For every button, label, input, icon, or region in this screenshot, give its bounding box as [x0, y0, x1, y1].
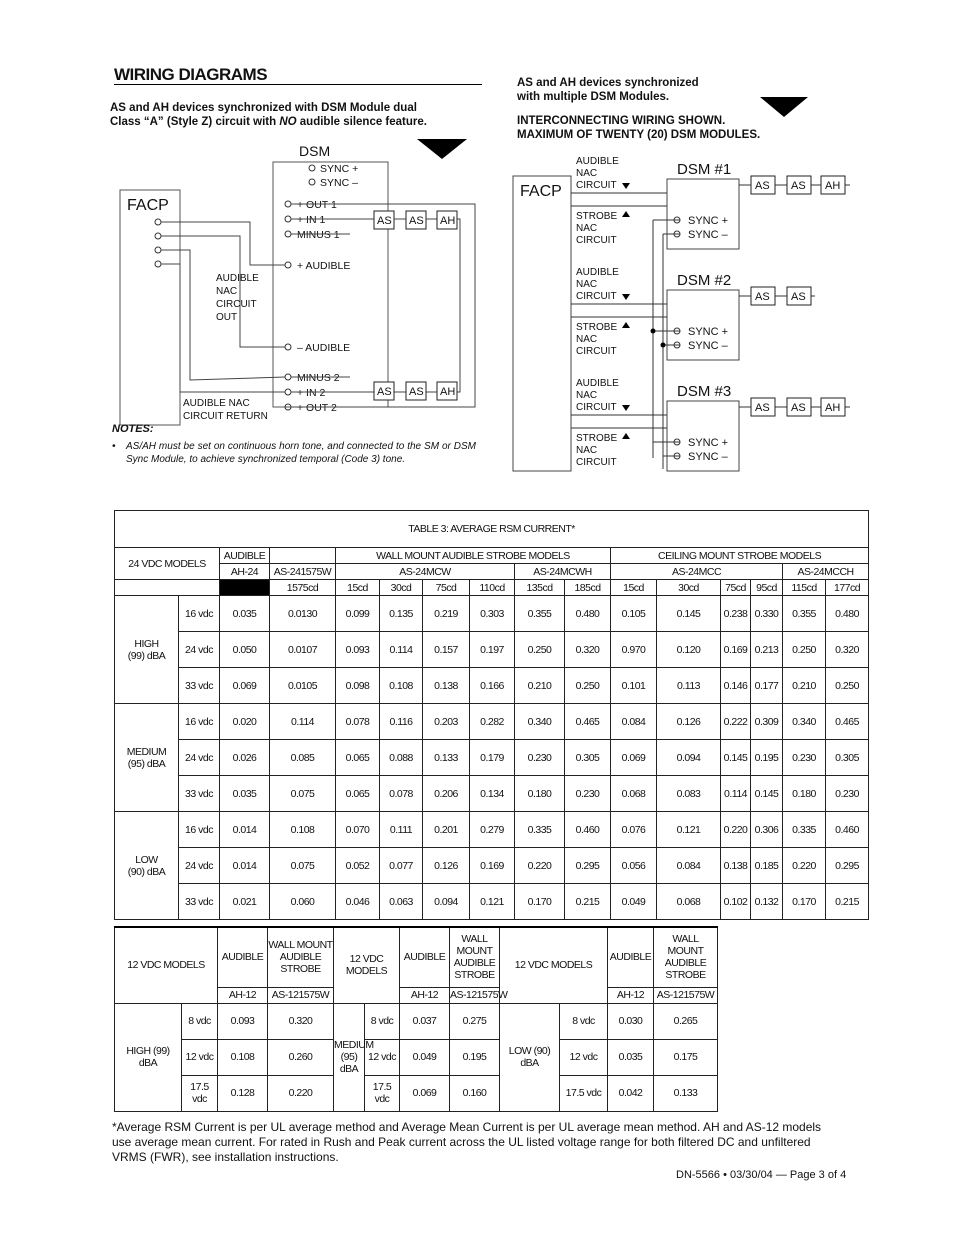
current-cell: 0.049 [611, 884, 657, 920]
current-cell: 0.230 [515, 740, 565, 776]
current-cell: 0.460 [826, 812, 869, 848]
db-level-label: HIGH (99) dBA [115, 1003, 182, 1111]
current-cell: 0.088 [380, 740, 423, 776]
current-cell: 0.170 [515, 884, 565, 920]
voltage-cell: 24 vdc [179, 848, 220, 884]
current-cell: 0.021 [220, 884, 270, 920]
right-caption-line2: with multiple DSM Modules. [517, 91, 670, 103]
current-cell: 0.065 [336, 740, 380, 776]
current-cell: 0.177 [751, 668, 783, 704]
current-cell: 0.063 [380, 884, 423, 920]
table-row [115, 740, 869, 776]
voltage-cell: 17.5 vdc [182, 1075, 218, 1111]
terminal-out2: + OUT 2 [297, 402, 337, 414]
current-cell: 0.111 [380, 812, 423, 848]
current-cell: 0.126 [657, 704, 721, 740]
svg-text:NAC: NAC [576, 445, 598, 456]
current-cell: 0.108 [270, 812, 336, 848]
direction-arrow-icon [417, 139, 467, 159]
current-cell: 0.145 [657, 596, 721, 632]
current-cell: 0.320 [826, 632, 869, 668]
current-cell: 0.169 [470, 848, 515, 884]
current-cell: 0.094 [657, 740, 721, 776]
current-cell: 0.250 [826, 668, 869, 704]
current-cell: 0.035 [220, 776, 270, 812]
facp-label: FACP [520, 183, 562, 200]
current-cell: 0.099 [336, 596, 380, 632]
current-cell: 0.166 [470, 668, 515, 704]
current-cell: 0.084 [657, 848, 721, 884]
left-caption-line2: Class “A” (Style Z) circuit with NO audible silence feature. [110, 116, 427, 128]
current-cell: 0.113 [657, 668, 721, 704]
current-cell: 0.306 [751, 812, 783, 848]
current-cell: 0.335 [515, 812, 565, 848]
voltage-cell: 12 vdc [182, 1039, 218, 1075]
table-row [115, 1003, 718, 1039]
current-cell: 0.145 [721, 740, 751, 776]
current-cell: 0.179 [470, 740, 515, 776]
svg-text:SYNC –: SYNC – [688, 340, 728, 352]
svg-text:SYNC +: SYNC + [688, 326, 729, 338]
svg-text:CIRCUIT: CIRCUIT [216, 299, 257, 310]
current-cell: 0.065 [336, 776, 380, 812]
current-cell: 0.078 [336, 704, 380, 740]
current-cell: 0.014 [220, 812, 270, 848]
facp-box [513, 176, 571, 471]
current-cell: 0.075 [270, 848, 336, 884]
current-cell: 0.230 [783, 740, 826, 776]
svg-text:AUDIBLE: AUDIBLE [216, 273, 259, 284]
right-wiring-diagram [505, 93, 865, 478]
current-cell: 0.114 [380, 632, 423, 668]
current-cell: 0.210 [783, 668, 826, 704]
current-cell: 0.282 [470, 704, 515, 740]
voltage-cell: 33 vdc [179, 776, 220, 812]
svg-text:AH: AH [440, 386, 456, 398]
current-cell: 0.230 [565, 776, 611, 812]
current-cell: 0.295 [565, 848, 611, 884]
voltage-cell: 8 vdc [182, 1003, 218, 1039]
svg-text:STROBE: STROBE [576, 433, 618, 444]
current-cell: 0.330 [751, 596, 783, 632]
svg-text:SYNC +: SYNC + [688, 437, 729, 449]
svg-text:CIRCUIT: CIRCUIT [576, 291, 617, 302]
table-title: TABLE 3: AVERAGE RSM CURRENT* [115, 511, 869, 548]
voltage-cell: 33 vdc [179, 668, 220, 704]
svg-text:CIRCUIT: CIRCUIT [576, 402, 617, 413]
terminal-in2: + IN 2 [297, 387, 326, 399]
current-cell: 0.250 [565, 668, 611, 704]
left-caption [110, 101, 490, 129]
svg-text:AS: AS [791, 180, 806, 192]
current-cell: 0.030 [608, 1003, 654, 1039]
current-cell: 0.197 [470, 632, 515, 668]
current-cell: 0.220 [721, 812, 751, 848]
dsm2-label: DSM #2 [677, 272, 732, 289]
current-cell: 0.098 [336, 668, 380, 704]
current-cell: 0.219 [423, 596, 470, 632]
current-cell: 0.068 [657, 884, 721, 920]
svg-text:AS: AS [791, 402, 806, 414]
svg-text:STROBE: STROBE [576, 322, 618, 333]
left-caption-line1: AS and AH devices synchronized with DSM Module dual [110, 102, 417, 114]
current-cell: 0.134 [470, 776, 515, 812]
svg-text:AH: AH [825, 180, 841, 192]
current-cell: 0.037 [400, 1003, 450, 1039]
current-cell: 0.075 [270, 776, 336, 812]
table-row [115, 776, 869, 812]
current-cell: 0.046 [336, 884, 380, 920]
current-cell: 0.465 [565, 704, 611, 740]
current-cell: 0.0105 [270, 668, 336, 704]
current-cell: 0.094 [423, 884, 470, 920]
current-cell: 0.049 [400, 1039, 450, 1075]
svg-text:AUDIBLE: AUDIBLE [576, 378, 619, 389]
voltage-cell: 17.5 vdc [365, 1075, 400, 1111]
current-cell: 0.305 [565, 740, 611, 776]
current-cell: 0.014 [220, 848, 270, 884]
db-level-label: LOW (90) dBA [500, 1003, 560, 1111]
current-cell: 0.070 [336, 812, 380, 848]
current-cell: 0.0107 [270, 632, 336, 668]
current-cell: 0.213 [751, 632, 783, 668]
table-row [115, 884, 869, 920]
current-cell: 0.160 [450, 1075, 500, 1111]
current-cell: 0.128 [218, 1075, 268, 1111]
svg-text:NAC: NAC [216, 286, 238, 297]
dsm-label: DSM [299, 143, 331, 159]
current-cell: 0.210 [515, 668, 565, 704]
title-rule [114, 84, 482, 85]
table-row [115, 704, 869, 740]
svg-text:NAC: NAC [576, 390, 598, 401]
notes-bullet: • [112, 441, 116, 452]
facp-label: FACP [127, 197, 169, 214]
current-cell: 0.035 [220, 596, 270, 632]
current-cell: 0.138 [721, 848, 751, 884]
current-cell: 0.180 [783, 776, 826, 812]
current-cell: 0.309 [751, 704, 783, 740]
voltage-cell: 12 vdc [560, 1039, 608, 1075]
table-row [115, 596, 869, 632]
current-cell: 0.146 [721, 668, 751, 704]
voltage-cell: 33 vdc [179, 884, 220, 920]
svg-text:AH: AH [825, 402, 841, 414]
current-cell: 0.215 [826, 884, 869, 920]
table-row [115, 668, 869, 704]
current-cell: 0.250 [515, 632, 565, 668]
current-cell: 0.132 [751, 884, 783, 920]
svg-text:CIRCUIT: CIRCUIT [576, 457, 617, 468]
table-row [115, 812, 869, 848]
current-cell: 0.220 [515, 848, 565, 884]
current-cell: 0.101 [611, 668, 657, 704]
current-cell: 0.220 [268, 1075, 334, 1111]
terminal-sync-minus: SYNC – [320, 177, 358, 189]
current-cell: 0.170 [783, 884, 826, 920]
current-cell: 0.355 [515, 596, 565, 632]
current-cell: 0.102 [721, 884, 751, 920]
table-row [115, 1075, 718, 1111]
voltage-cell: 16 vdc [179, 704, 220, 740]
right-caption-line4: MAXIMUM OF TWENTY (20) DSM MODULES. [517, 129, 761, 141]
current-cell: 0.069 [220, 668, 270, 704]
current-cell: 0.133 [654, 1075, 718, 1111]
current-cell: 0.121 [657, 812, 721, 848]
current-cell: 0.201 [423, 812, 470, 848]
current-cell: 0.114 [270, 704, 336, 740]
current-cell: 0.116 [380, 704, 423, 740]
svg-text:NAC: NAC [576, 334, 598, 345]
current-cell: 0.169 [721, 632, 751, 668]
voltage-cell: 8 vdc [365, 1003, 400, 1039]
current-cell: 0.105 [611, 596, 657, 632]
current-cell: 0.042 [608, 1075, 654, 1111]
table-row [115, 1039, 718, 1075]
current-cell: 0.215 [565, 884, 611, 920]
current-cell: 0.138 [423, 668, 470, 704]
current-cell: 0.305 [826, 740, 869, 776]
current-cell: 0.108 [218, 1039, 268, 1075]
current-cell: 0.320 [268, 1003, 334, 1039]
current-cell: 0.145 [751, 776, 783, 812]
current-cell: 0.320 [565, 632, 611, 668]
current-cell: 0.303 [470, 596, 515, 632]
svg-text:AUDIBLE NAC: AUDIBLE NAC [183, 398, 250, 409]
svg-text:STROBE: STROBE [576, 211, 618, 222]
current-cell: 0.180 [515, 776, 565, 812]
current-cell: 0.084 [611, 704, 657, 740]
current-cell: 0.126 [423, 848, 470, 884]
current-cell: 0.222 [721, 704, 751, 740]
terminal-in1: + IN 1 [297, 214, 326, 226]
current-cell: 0.206 [423, 776, 470, 812]
terminal-minus2: MINUS 2 [297, 372, 340, 384]
current-cell: 0.279 [470, 812, 515, 848]
svg-text:AS: AS [409, 386, 424, 398]
svg-text:AH: AH [440, 215, 456, 227]
current-cell: 0.335 [783, 812, 826, 848]
db-level-label: HIGH (99) dBA [115, 596, 179, 704]
current-cell: 0.175 [654, 1039, 718, 1075]
current-cell: 0.355 [783, 596, 826, 632]
current-cell: 0.020 [220, 704, 270, 740]
svg-text:AUDIBLE: AUDIBLE [576, 156, 619, 167]
svg-text:AUDIBLE: AUDIBLE [576, 267, 619, 278]
current-cell: 0.195 [450, 1039, 500, 1075]
current-cell: 0.480 [826, 596, 869, 632]
terminal-minus-audible: – AUDIBLE [297, 342, 351, 354]
current-cell: 0.265 [654, 1003, 718, 1039]
current-cell: 0.050 [220, 632, 270, 668]
svg-text:AS: AS [377, 215, 392, 227]
terminal-plus-audible: + AUDIBLE [297, 260, 351, 272]
svg-text:SYNC –: SYNC – [688, 229, 728, 241]
current-cell: 0.083 [657, 776, 721, 812]
current-cell: 0.340 [783, 704, 826, 740]
current-cell: 0.077 [380, 848, 423, 884]
right-caption-line1: AS and AH devices synchronized [517, 77, 699, 89]
current-cell: 0.250 [783, 632, 826, 668]
voltage-cell: 8 vdc [560, 1003, 608, 1039]
current-cell: 0.121 [470, 884, 515, 920]
notes-item: AS/AH must be set on continuous horn tone, and connected to the SM or DSM Sync Module, to achieve synchronized temporal (Code 3) tone. [126, 441, 476, 465]
current-cell: 0.078 [380, 776, 423, 812]
svg-text:CIRCUIT RETURN: CIRCUIT RETURN [183, 411, 268, 422]
rsm-current-table-12vdc: 12 VDC MODELS AUDIBLE WALL MOUNT AUDIBLE STROBE 12 VDC MODELS AUDIBLE WALL MOUNT AUDIBLE STROBE 12 VDC MODELS AUDIBLE WALL MOUNT AUDIBLE STROBE AH-12 AS-121575W AH-12 AS-121575W AH-12 AS-121575W HIGH (99) dBA 8 vdc 0.093 0.320 MEDIUM (95) dBA 8 vdc 0.037 0.275 LOW (90) dBA 8 vdc 0.030 0.265 12 vdc 0.108 0.260 12 vdc 0.049 0.195 12 vdc 0.035 0.175 17.5 vdc 0.128 0.220 17.5 vdc 0.069 0.160 17.5 vdc 0.042 0.133 [114, 926, 718, 1112]
terminal-out1: + OUT 1 [297, 199, 337, 211]
voltage-cell: 17.5 vdc [560, 1075, 608, 1111]
svg-text:NAC: NAC [576, 279, 598, 290]
footnote: *Average RSM Current is per UL average method and Average Mean Current is per UL average mean method. AH and AS-12 models use average mean current. For rated in Rush and Peak current across the UL listed voltage range for both filtered DC and unfiltered VRMS (FWR), see installation instructions. [112, 1120, 822, 1164]
current-cell: 0.0130 [270, 596, 336, 632]
left-wiring-diagram [100, 135, 495, 435]
current-cell: 0.093 [336, 632, 380, 668]
current-cell: 0.135 [380, 596, 423, 632]
svg-text:NAC: NAC [576, 223, 598, 234]
table-row [115, 632, 869, 668]
current-cell: 0.035 [608, 1039, 654, 1075]
terminal-minus1: MINUS 1 [297, 229, 340, 241]
svg-text:OUT: OUT [216, 312, 238, 323]
current-cell: 0.157 [423, 632, 470, 668]
right-caption-line3: INTERCONNECTING WIRING SHOWN. [517, 115, 726, 127]
current-cell: 0.340 [515, 704, 565, 740]
terminal-sync-plus: SYNC + [320, 163, 359, 175]
voltage-cell: 16 vdc [179, 812, 220, 848]
current-cell: 0.465 [826, 704, 869, 740]
current-cell: 0.460 [565, 812, 611, 848]
db-level-label: LOW (90) dBA [115, 812, 179, 920]
svg-text:SYNC –: SYNC – [688, 451, 728, 463]
current-cell: 0.970 [611, 632, 657, 668]
current-cell: 0.260 [268, 1039, 334, 1075]
current-cell: 0.068 [611, 776, 657, 812]
dsm3-label: DSM #3 [677, 383, 732, 400]
current-cell: 0.185 [751, 848, 783, 884]
svg-text:AS: AS [755, 180, 770, 192]
svg-text:AS: AS [409, 215, 424, 227]
current-cell: 0.238 [721, 596, 751, 632]
direction-arrow-icon [760, 97, 808, 117]
current-cell: 0.093 [218, 1003, 268, 1039]
current-cell: 0.076 [611, 812, 657, 848]
facp-box [120, 190, 180, 425]
table-row [115, 848, 869, 884]
voltage-cell: 12 vdc [365, 1039, 400, 1075]
current-cell: 0.056 [611, 848, 657, 884]
svg-text:SYNC +: SYNC + [688, 215, 729, 227]
svg-text:AS: AS [791, 291, 806, 303]
db-level-label: MEDIUM (95) dBA [334, 1003, 365, 1111]
current-cell: 0.026 [220, 740, 270, 776]
current-cell: 0.069 [400, 1075, 450, 1111]
svg-text:CIRCUIT: CIRCUIT [576, 235, 617, 246]
db-level-label: MEDIUM (95) dBA [115, 704, 179, 812]
current-cell: 0.060 [270, 884, 336, 920]
current-cell: 0.069 [611, 740, 657, 776]
current-cell: 0.052 [336, 848, 380, 884]
section-title: WIRING DIAGRAMS [114, 65, 268, 84]
current-cell: 0.295 [826, 848, 869, 884]
current-cell: 0.114 [721, 776, 751, 812]
svg-text:AS: AS [755, 402, 770, 414]
current-cell: 0.480 [565, 596, 611, 632]
dsm1-label: DSM #1 [677, 161, 732, 178]
rsm-current-table-24vdc: TABLE 3: AVERAGE RSM CURRENT* 24 VDC MODELS AUDIBLE WALL MOUNT AUDIBLE STROBE MODELS CEILING MOUNT STROBE MODELS AH-24 AS-241575W AS-24MCW AS-24MCWH AS-24MCC AS-24MCCH 1575cd 15cd 30cd 75cd 110cd 135cd 185cd 15cd 30cd 75cd 95cd 115cd 177cd HIGH (99) dBA 16 vdc 0.035 0.0130 0.099 0.135 0.219 0.303 0.355 0.480 0.105 0.145 0.238 0.330 0.355 0.480 24 vdc 0.050 0.0107 0.093 0.114 0.157 0.197 0.250 0.320 0.970 0.120 0.169 0.213 0.250 0.320 33 vdc 0.069 0.0105 0.098 0.108 0.138 0.166 0.210 0.250 0.101 0.113 0.146 0.177 0.210 0.250 MEDIUM (95) dBA 16 vdc 0.020 0.114 0.078 0.116 0.203 0.282 0.340 0.465 0.084 0.126 0.222 0.309 0.340 0.465 24 vdc 0.026 0.085 0.065 0.088 0.133 0.179 0.230 0.305 0.069 0.094 0.145 0.195 0.230 0.305 33 vdc 0.035 0.075 0.065 0.078 0.206 0.134 0.180 0.230 0.068 0.083 0.114 0.145 0.180 0.230 LOW (90) dBA 16 vdc 0.014 0.108 0.070 0.111 0.201 0.279 0.335 0.460 0.076 0.121 0.220 0.306 0.335 0.460 24 vdc 0.014 0.075 0.052 0.077 0.126 0.169 0.220 0.295 0.056 0.084 0.138 0.185 0.220 0.295 33 vdc 0.021 0.060 0.046 0.063 0.094 0.121 0.170 0.215 0.049 0.068 0.102 0.132 0.170 0.215 [114, 510, 869, 920]
svg-text:AS: AS [755, 291, 770, 303]
current-cell: 0.133 [423, 740, 470, 776]
svg-text:CIRCUIT: CIRCUIT [576, 346, 617, 357]
current-cell: 0.203 [423, 704, 470, 740]
svg-text:NAC: NAC [576, 168, 598, 179]
svg-text:CIRCUIT: CIRCUIT [576, 180, 617, 191]
svg-text:AS: AS [377, 386, 392, 398]
voltage-cell: 16 vdc [179, 596, 220, 632]
voltage-cell: 24 vdc [179, 632, 220, 668]
current-cell: 0.108 [380, 668, 423, 704]
page-footer: DN-5566 • 03/30/04 — Page 3 of 4 [676, 1169, 847, 1181]
current-cell: 0.120 [657, 632, 721, 668]
voltage-cell: 24 vdc [179, 740, 220, 776]
current-cell: 0.085 [270, 740, 336, 776]
current-cell: 0.230 [826, 776, 869, 812]
current-cell: 0.195 [751, 740, 783, 776]
notes-heading: NOTES: [112, 423, 154, 435]
current-cell: 0.220 [783, 848, 826, 884]
current-cell: 0.275 [450, 1003, 500, 1039]
